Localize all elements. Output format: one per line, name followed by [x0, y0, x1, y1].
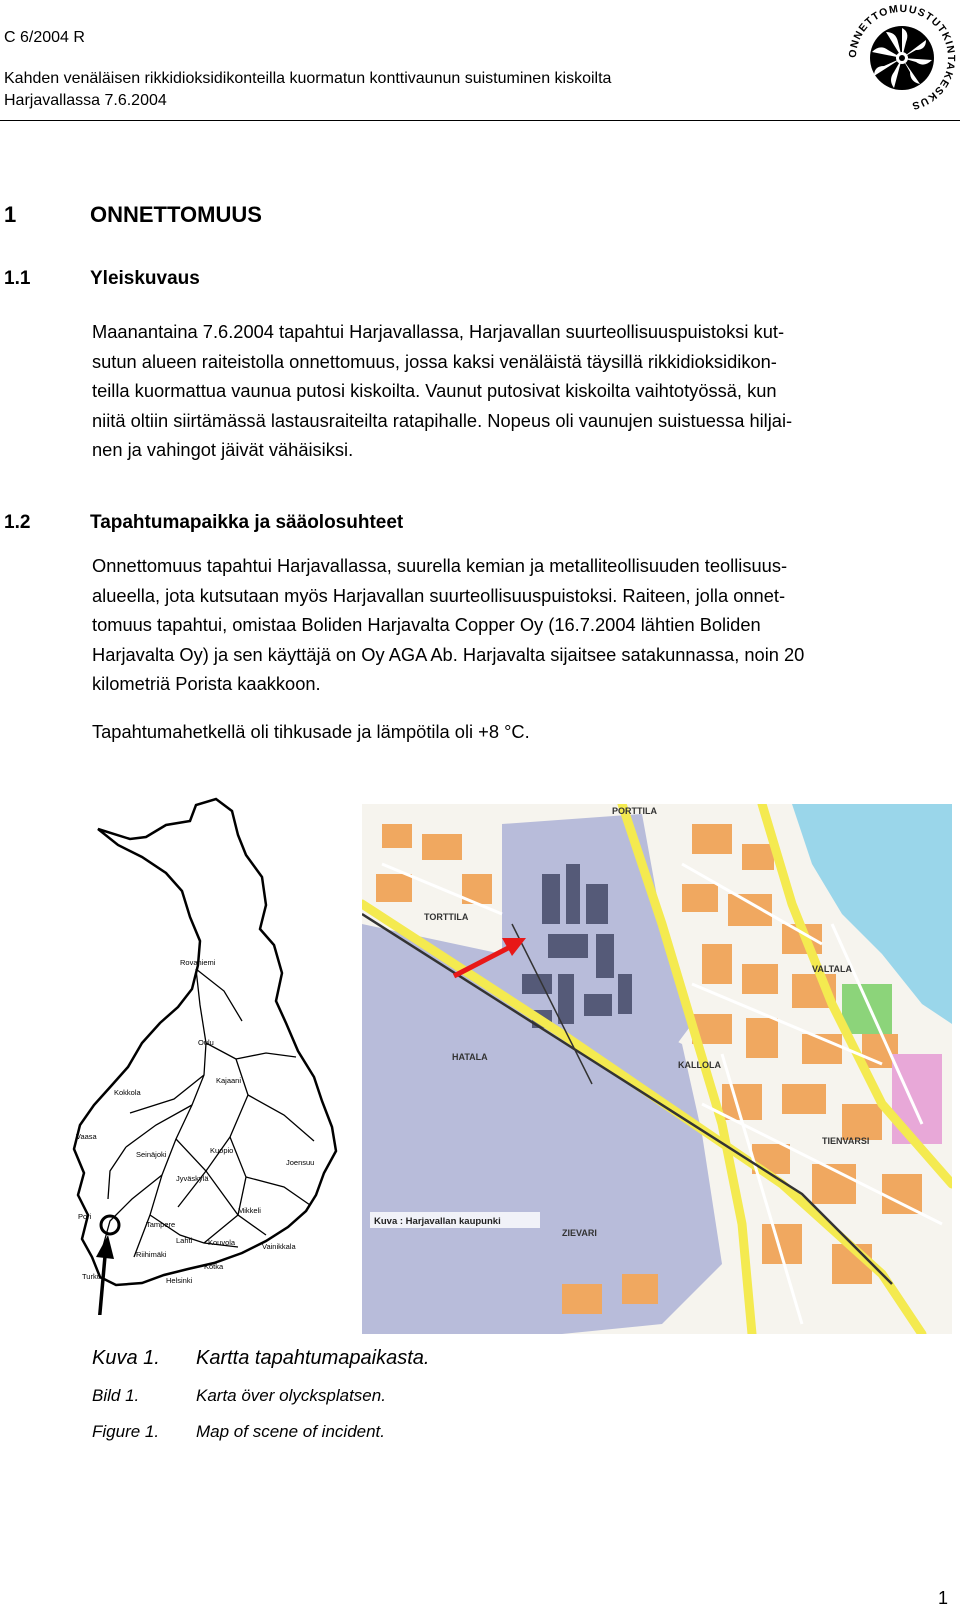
report-title-line1: Kahden venäläisen rikkidioksidikonteilla kuormatun konttivaunun suistuminen kiskoilta — [4, 70, 612, 87]
park-area — [842, 984, 892, 1034]
city-label: Tampere — [146, 1220, 176, 1229]
city-label: Lahti — [176, 1236, 193, 1245]
caption-sv — [92, 1386, 386, 1406]
paragraph-location — [92, 551, 952, 699]
paragraph-overview — [92, 317, 952, 465]
city-label: Vaasa — [76, 1132, 97, 1141]
text-line: Maanantaina 7.6.2004 tapahtui Harjavallassa, Harjavallan suurteollisuuspuistoksi kut- — [92, 321, 785, 342]
city-label: Helsinki — [166, 1276, 193, 1285]
text-line: nen ja vahingot jäivät vähäisiksi. — [92, 439, 354, 460]
logo-text: ONNETTOMUUSTUTKINTAKESKUS — [846, 2, 958, 113]
city-label: Kuopio — [210, 1146, 234, 1155]
district-label: VALTALA — [812, 964, 852, 974]
header-rule — [0, 120, 960, 121]
text-line: niitä oltiin siirtämässä lastausraiteilta ratapihalle. Nopeus oli vaunujen suistuessa hiljai- — [92, 409, 793, 431]
report-title-line2: Harjavallassa 7.6.2004 — [4, 92, 167, 109]
section-number: 1 — [4, 202, 17, 227]
section-number: 1.2 — [4, 512, 31, 533]
text-line: teilla kuormattua vaunua putosi kiskoilta. Vaunut putosivat kiskoilta vaihtotyössä, kun — [92, 380, 777, 401]
finland-map — [70, 795, 340, 1315]
caption-label: Figure 1. — [92, 1422, 160, 1441]
city-label: Riihimäki — [136, 1250, 167, 1259]
section-title: Yleiskuvaus — [90, 268, 200, 289]
section-number: 1.1 — [4, 268, 31, 289]
city-label: Rovaniemi — [180, 958, 216, 967]
city-label: Seinäjoki — [136, 1150, 167, 1159]
city-label: Vainikkala — [262, 1242, 296, 1251]
section-heading-1 — [4, 202, 262, 228]
city-label: Joensuu — [286, 1158, 315, 1167]
caption-fi — [92, 1347, 429, 1370]
report-code: C 6/2004 R — [4, 29, 85, 46]
city-label: Kouvola — [208, 1238, 236, 1247]
text-line: Harjavalta Oy) ja sen käyttäjä on Oy AGA Ab. Harjavalta sijaitsee satakunnassa, noin 20 — [92, 643, 805, 665]
city-label: Mikkeli — [238, 1206, 261, 1215]
city-label: Kotka — [204, 1262, 224, 1271]
caption-label: Kuva 1. — [92, 1347, 160, 1369]
city-label: Oulu — [198, 1038, 214, 1047]
paragraph-weather: Tapahtumahetkellä oli tihkusade ja lämpötila oli +8 °C. — [92, 721, 530, 742]
text-line: Onnettomuus tapahtui Harjavallassa, suurella kemian ja metalliteollisuuden teollisuus- — [92, 555, 788, 576]
section-title: Tapahtumapaikka ja sääolosuhteet — [90, 512, 404, 533]
section-heading-1-2 — [4, 512, 403, 534]
district-label: HATALA — [452, 1052, 488, 1062]
city-label: Kajaani — [216, 1076, 242, 1085]
district-label: TIENVARSI — [822, 1136, 870, 1146]
city-label: Turku — [82, 1272, 101, 1281]
city-label: Pori — [78, 1212, 92, 1221]
city-label: Jyväskylä — [176, 1174, 209, 1183]
section-heading-1-1 — [4, 268, 200, 290]
caption-en — [92, 1422, 385, 1442]
district-label: KALLOLA — [678, 1060, 721, 1070]
text-line: alueella, jota kutsutaan myös Harjavallan suurteollisuuspuistoksi. Raiteen, jolla onnet- — [92, 584, 786, 606]
caption-text: Kartta tapahtumapaikasta. — [196, 1347, 430, 1369]
caption-text: Karta över olycksplatsen. — [196, 1386, 386, 1405]
harjavalta-map — [362, 804, 952, 1334]
page-number: 1 — [937, 1588, 948, 1608]
text-line: sutun alueen raiteistolla onnettomuus, jossa kaksi venäläistä täysillä rikkidioksidikon- — [92, 350, 777, 372]
accident-investigation-logo — [846, 2, 958, 114]
district-label: PORTTILA — [612, 806, 657, 816]
district-label: TORTTILA — [424, 912, 469, 922]
district-label: ZIEVARI — [562, 1228, 597, 1238]
section-title: ONNETTOMUUS — [90, 202, 262, 227]
map-credit: Kuva : Harjavallan kaupunki — [374, 1216, 501, 1227]
city-label: Kokkola — [114, 1088, 141, 1097]
text-line: kilometriä Porista kaakkoon. — [92, 673, 321, 694]
text-line: tomuus tapahtui, omistaa Boliden Harjavalta Copper Oy (16.7.2004 lähtien Boliden — [92, 614, 761, 635]
caption-label: Bild 1. — [92, 1386, 140, 1405]
caption-text: Map of scene of incident. — [196, 1422, 386, 1441]
